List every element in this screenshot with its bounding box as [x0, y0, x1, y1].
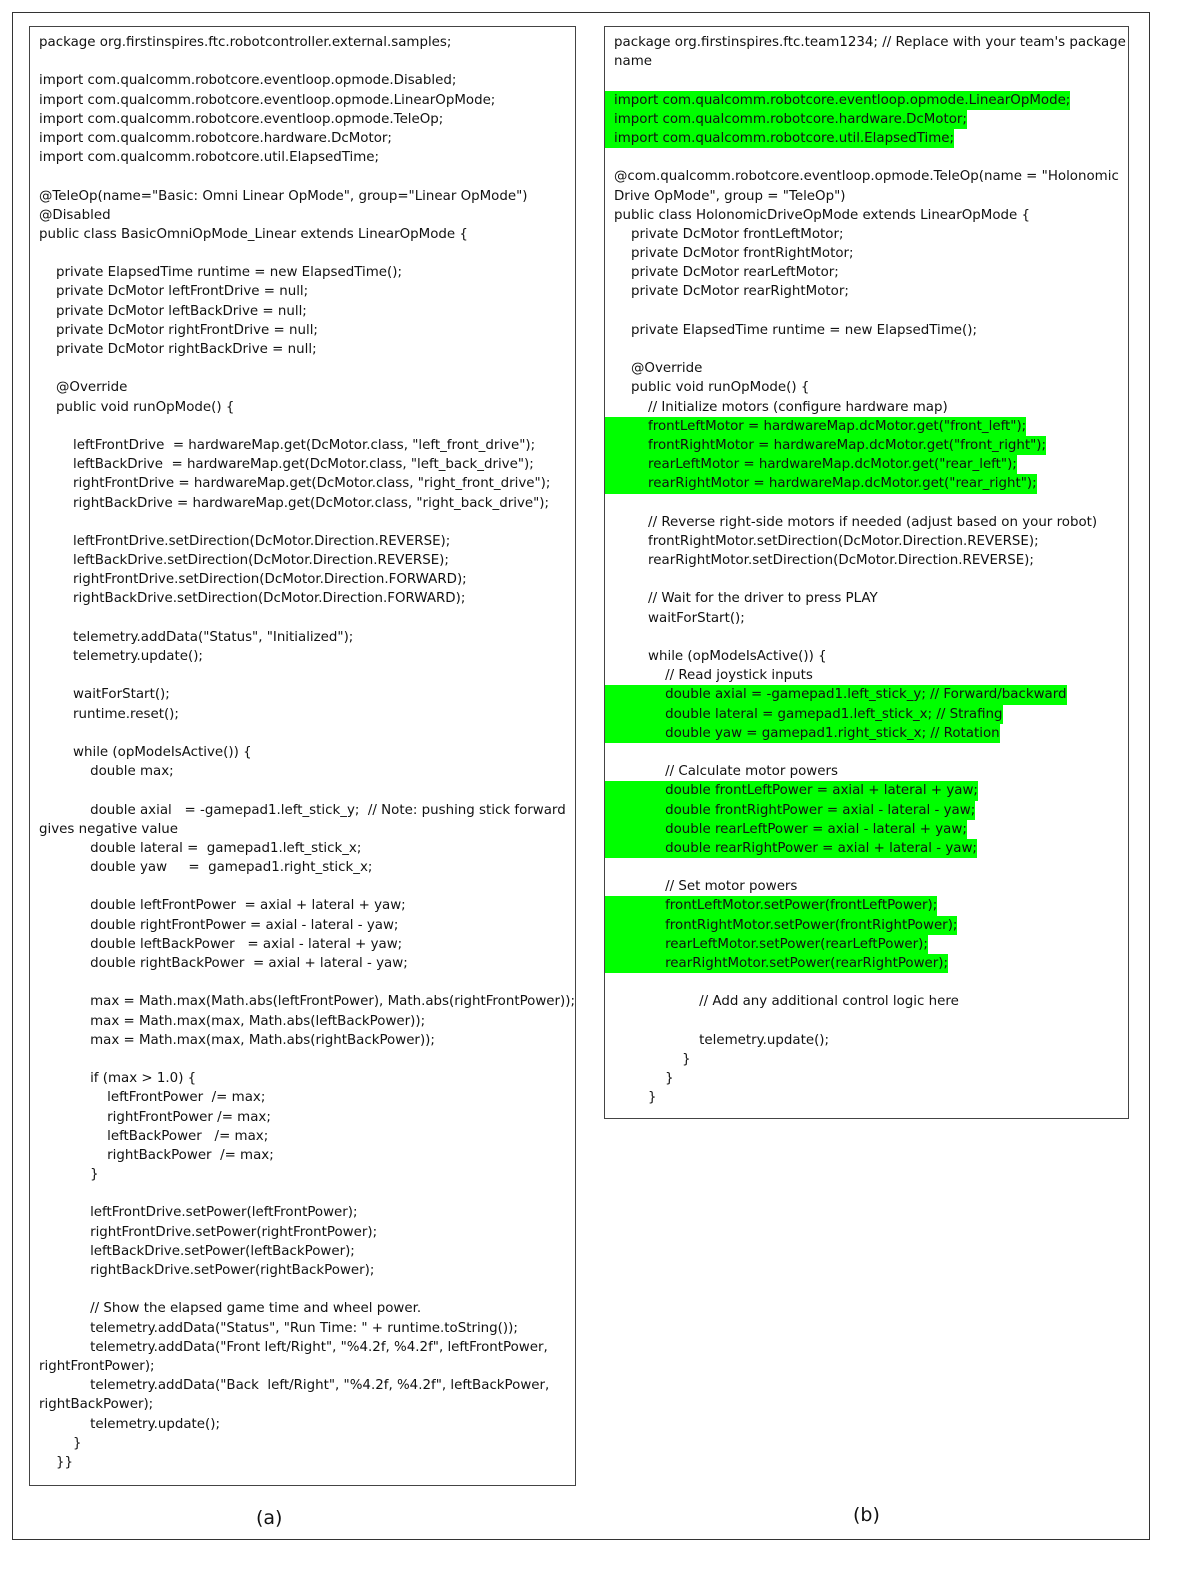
- code-line: telemetry.update();: [614, 1032, 830, 1048]
- highlighted-code-line: import com.qualcomm.robotcore.util.ElapsedTime;: [614, 129, 1126, 148]
- code-line: // Initialize motors (configure hardware map): [614, 399, 948, 415]
- highlighted-code-line: double axial = -gamepad1.left_stick_y; // Forward/backward: [614, 685, 1126, 704]
- code-line: while (opModeIsActive()) {: [39, 744, 252, 760]
- code-line: [39, 513, 575, 532]
- highlighted-code-line: rearLeftMotor = hardwareMap.dcMotor.get("rear_left");: [614, 455, 1126, 474]
- code-line: public void runOpMode() {: [39, 399, 235, 415]
- code-line: @Override: [614, 361, 703, 377]
- code-line: rightFrontPower /= max;: [39, 1109, 271, 1125]
- code-line: // Show the elapsed game time and wheel power.: [39, 1301, 422, 1317]
- code-line: rightBackPower);: [39, 1397, 154, 1413]
- code-line: gives negative value: [39, 821, 179, 837]
- code-line: [39, 1280, 575, 1299]
- code-line: leftFrontDrive.setDirection(DcMotor.Direction.REVERSE);: [39, 533, 451, 549]
- code-line: import com.qualcomm.robotcore.hardware.DcMotor;: [39, 130, 392, 146]
- code-line: rightBackDrive.setPower(rightBackPower);: [39, 1263, 375, 1278]
- highlighted-code-line: frontRightMotor.setPower(frontRightPower);: [614, 916, 1126, 935]
- highlighted-code-line: rearLeftMotor.setPower(rearLeftPower);: [614, 935, 1126, 954]
- code-line: while (opModeIsActive()) {: [614, 649, 827, 664]
- code-line: private ElapsedTime runtime = new ElapsedTime();: [614, 322, 977, 338]
- highlighted-code-line: double yaw = gamepad1.right_stick_x; // Rotation: [614, 724, 1126, 743]
- code-line: [39, 417, 575, 436]
- code-line: double yaw = gamepad1.right_stick_x;: [39, 860, 373, 876]
- code-line: [614, 148, 1126, 167]
- caption-b: (b): [853, 1504, 880, 1526]
- code-line: telemetry.update();: [39, 1416, 220, 1432]
- code-line: leftFrontDrive = hardwareMap.get(DcMotor.class, "left_front_drive");: [39, 437, 536, 453]
- code-panel-a: [29, 26, 576, 1486]
- code-line: rightFrontDrive.setDirection(DcMotor.Direction.FORWARD);: [39, 572, 467, 588]
- code-line: public void runOpMode() {: [614, 380, 810, 396]
- highlighted-code-line: double rearRightPower = axial + lateral - yaw;: [614, 839, 1126, 858]
- code-line: rightFrontDrive = hardwareMap.get(DcMotor.class, "right_front_drive");: [39, 476, 551, 492]
- code-line: [614, 71, 1126, 90]
- code-line: }}: [39, 1454, 74, 1470]
- code-line: [39, 359, 575, 378]
- code-line: }: [614, 1071, 674, 1087]
- code-line: package org.firstinspires.ftc.robotcontroller.external.samples;: [39, 35, 452, 50]
- code-line: leftBackDrive.setPower(leftBackPower);: [39, 1243, 355, 1259]
- code-line: package org.firstinspires.ftc.team1234; // Replace with your team's package: [614, 35, 1126, 50]
- highlighted-code-line: frontLeftMotor.setPower(frontLeftPower);: [614, 896, 1126, 915]
- code-line: Drive OpMode", group = "TeleOp"): [614, 188, 846, 204]
- code-line: }: [39, 1167, 99, 1183]
- code-line: double lateral = gamepad1.left_stick_x;: [39, 840, 362, 856]
- code-line: [39, 609, 575, 628]
- code-line: [614, 743, 1126, 762]
- code-line: private DcMotor frontRightMotor;: [614, 246, 854, 262]
- code-line: waitForStart();: [39, 687, 170, 703]
- code-listing-b: [614, 33, 1126, 1108]
- code-line: [39, 666, 575, 685]
- code-line: leftBackDrive.setDirection(DcMotor.Direction.REVERSE);: [39, 553, 449, 569]
- highlighted-code-line: frontRightMotor = hardwareMap.dcMotor.get("front_right");: [614, 436, 1126, 455]
- highlighted-code-line: double frontLeftPower = axial + lateral + yaw;: [614, 781, 1126, 800]
- code-line: double leftFrontPower = axial + lateral + yaw;: [39, 898, 406, 914]
- code-line: [614, 973, 1126, 992]
- code-line: // Wait for the driver to press PLAY: [614, 591, 878, 607]
- code-line: // Add any additional control logic here: [614, 994, 959, 1010]
- code-line: private DcMotor leftFrontDrive = null;: [39, 284, 309, 300]
- code-line: double leftBackPower = axial - lateral + yaw;: [39, 936, 403, 952]
- code-line: leftFrontPower /= max;: [39, 1090, 266, 1106]
- code-panel-b: [604, 26, 1129, 1119]
- code-line: }: [614, 1051, 691, 1067]
- code-line: leftBackDrive = hardwareMap.get(DcMotor.class, "left_back_drive");: [39, 457, 534, 473]
- code-line: double axial = -gamepad1.left_stick_y; // Note: pushing stick forward: [39, 802, 566, 818]
- code-line: [614, 628, 1126, 647]
- code-line: runtime.reset();: [39, 706, 179, 722]
- code-line: @com.qualcomm.robotcore.eventloop.opmode.TeleOp(name = "Holonomic: [614, 169, 1119, 185]
- code-line: rightBackPower /= max;: [39, 1147, 274, 1163]
- code-line: // Reverse right-side motors if needed (adjust based on your robot): [614, 514, 1098, 530]
- code-line: leftFrontDrive.setPower(leftFrontPower);: [39, 1205, 358, 1221]
- code-line: // Set motor powers: [614, 879, 798, 895]
- code-line: telemetry.addData("Status", "Run Time: " + runtime.toString());: [39, 1320, 518, 1336]
- code-line: [614, 302, 1126, 321]
- code-line: import com.qualcomm.robotcore.eventloop.opmode.TeleOp;: [39, 111, 444, 127]
- code-line: telemetry.addData("Back left/Right", "%4.2f, %4.2f", leftBackPower,: [39, 1378, 550, 1394]
- code-line: [39, 167, 575, 186]
- code-line: import com.qualcomm.robotcore.eventloop.opmode.Disabled;: [39, 73, 457, 89]
- code-line: double rightBackPower = axial + lateral - yaw;: [39, 956, 408, 971]
- code-line: leftBackPower /= max;: [39, 1128, 269, 1144]
- code-line: max = Math.max(Math.abs(leftFrontPower), Math.abs(rightFrontPower));: [39, 994, 576, 1010]
- code-line: [39, 52, 575, 71]
- highlighted-code-line: frontLeftMotor = hardwareMap.dcMotor.get("front_left");: [614, 417, 1126, 436]
- code-line: max = Math.max(max, Math.abs(leftBackPower));: [39, 1013, 426, 1029]
- code-line: [39, 877, 575, 896]
- code-line: frontRightMotor.setDirection(DcMotor.Direction.REVERSE);: [614, 533, 1039, 549]
- code-line: [39, 244, 575, 263]
- caption-a: (a): [256, 1507, 283, 1529]
- highlighted-code-line: import com.qualcomm.robotcore.eventloop.opmode.LinearOpMode;: [614, 91, 1126, 110]
- code-line: private ElapsedTime runtime = new ElapsedTime();: [39, 265, 402, 281]
- code-line: name: [614, 54, 652, 70]
- code-line: public class BasicOmniOpMode_Linear extends LinearOpMode {: [39, 226, 468, 242]
- code-line: telemetry.update();: [39, 649, 203, 664]
- code-line: private DcMotor leftBackDrive = null;: [39, 303, 307, 319]
- code-line: double max;: [39, 764, 174, 780]
- code-line: [39, 1050, 575, 1069]
- code-line: rightFrontPower);: [39, 1358, 155, 1374]
- code-line: private DcMotor frontLeftMotor;: [614, 226, 844, 242]
- code-line: [39, 781, 575, 800]
- code-line: @Override: [39, 380, 128, 396]
- code-line: }: [614, 1090, 657, 1106]
- code-line: if (max > 1.0) {: [39, 1071, 197, 1087]
- code-line: // Read joystick inputs: [614, 668, 813, 684]
- code-line: rearRightMotor.setDirection(DcMotor.Direction.REVERSE);: [614, 553, 1034, 569]
- code-line: [614, 340, 1126, 359]
- code-line: double rightFrontPower = axial - lateral - yaw;: [39, 917, 399, 933]
- highlighted-code-line: rearRightMotor.setPower(rearRightPower);: [614, 954, 1126, 973]
- code-line: rightFrontDrive.setPower(rightFrontPower);: [39, 1224, 378, 1240]
- code-line: // Calculate motor powers: [614, 764, 838, 780]
- code-line: [39, 1184, 575, 1203]
- code-line: rightBackDrive.setDirection(DcMotor.Direction.FORWARD);: [39, 591, 466, 607]
- code-line: telemetry.addData("Status", "Initialized");: [39, 629, 354, 645]
- code-line: public class HolonomicDriveOpMode extends LinearOpMode {: [614, 207, 1031, 223]
- code-line: [614, 570, 1126, 589]
- code-line: max = Math.max(max, Math.abs(rightBackPower));: [39, 1032, 435, 1048]
- code-line: import com.qualcomm.robotcore.eventloop.opmode.LinearOpMode;: [39, 92, 496, 108]
- code-line: private DcMotor rightBackDrive = null;: [39, 342, 317, 357]
- code-line: }: [39, 1435, 82, 1451]
- code-line: telemetry.addData("Front left/Right", "%4.2f, %4.2f", leftFrontPower,: [39, 1339, 548, 1355]
- code-line: [614, 494, 1126, 513]
- code-listing-a: [39, 33, 575, 1472]
- code-line: @Disabled: [39, 207, 111, 223]
- code-line: [39, 973, 575, 992]
- code-line: private DcMotor rearLeftMotor;: [614, 265, 839, 281]
- code-line: [614, 1012, 1126, 1031]
- highlighted-code-line: double rearLeftPower = axial - lateral + yaw;: [614, 820, 1126, 839]
- highlighted-code-line: import com.qualcomm.robotcore.hardware.DcMotor;: [614, 110, 1126, 129]
- code-line: [614, 858, 1126, 877]
- highlighted-code-line: double lateral = gamepad1.left_stick_x; // Strafing: [614, 705, 1126, 724]
- code-line: private DcMotor rearRightMotor;: [614, 284, 849, 300]
- code-line: rightBackDrive = hardwareMap.get(DcMotor.class, "right_back_drive");: [39, 495, 550, 511]
- code-line: @TeleOp(name="Basic: Omni Linear OpMode", group="Linear OpMode"): [39, 188, 528, 204]
- highlighted-code-line: double frontRightPower = axial - lateral - yaw;: [614, 801, 1126, 820]
- code-line: waitForStart();: [614, 610, 745, 626]
- code-line: [39, 724, 575, 743]
- highlighted-code-line: rearRightMotor = hardwareMap.dcMotor.get("rear_right");: [614, 474, 1126, 493]
- code-line: import com.qualcomm.robotcore.util.ElapsedTime;: [39, 150, 380, 166]
- code-line: private DcMotor rightFrontDrive = null;: [39, 322, 318, 338]
